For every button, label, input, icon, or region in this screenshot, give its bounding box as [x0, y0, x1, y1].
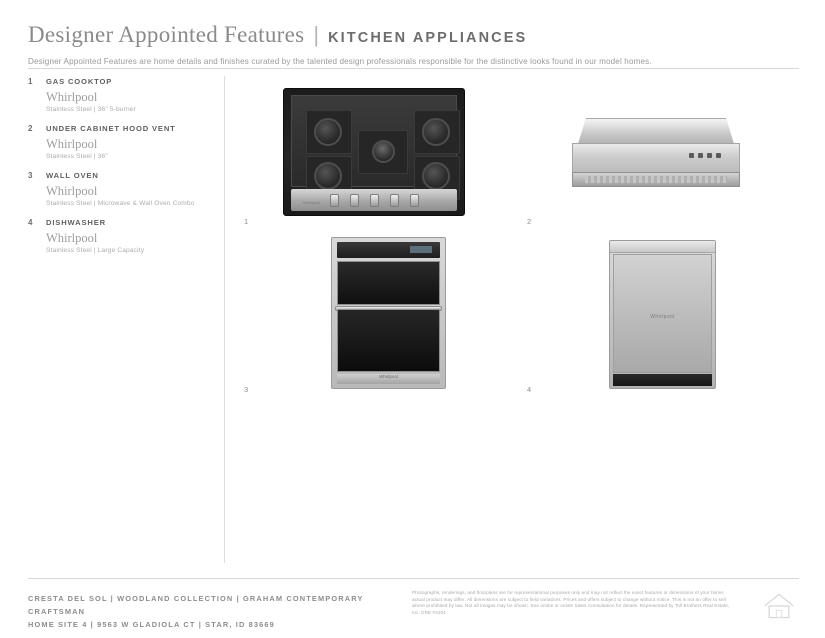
column-divider	[224, 76, 225, 563]
knob-icon	[390, 194, 399, 207]
button-icon	[689, 153, 694, 158]
wall-oven-image	[331, 237, 446, 389]
spec-detail: Stainless Steel | Microwave & Wall Oven Combo	[46, 200, 195, 207]
spec-name: GAS COOKTOP	[46, 77, 113, 86]
dishwasher-kickplate	[613, 374, 712, 386]
oven-display	[410, 246, 432, 253]
spec-number: 1	[28, 77, 33, 86]
burner-icon	[314, 118, 342, 146]
page-subtitle: Designer Appointed Features are home details and finishes curated by the talented design professionals responsible for the distinctive looks found in our model homes.	[28, 57, 652, 66]
spec-detail: Stainless Steel | 36" 5-burner	[46, 106, 136, 113]
title-separator: |	[313, 22, 320, 47]
oven-base	[337, 374, 440, 384]
dishwasher-body	[609, 240, 716, 389]
header-divider	[28, 68, 799, 69]
brand-mark: Whirlpool	[303, 200, 320, 205]
button-icon	[716, 153, 721, 158]
dishwasher-top-panel	[610, 241, 715, 253]
spec-brand: Whirlpool	[46, 184, 98, 198]
dishwasher-door	[613, 254, 712, 373]
knob-icon	[410, 194, 419, 207]
hood-chimney	[578, 118, 734, 144]
gas-cooktop-image	[283, 88, 465, 216]
microwave-door	[337, 261, 440, 305]
oven-body	[331, 237, 446, 389]
footer-community-info	[28, 592, 408, 631]
spec-name: UNDER CABINET HOOD VENT	[46, 124, 176, 133]
spec-number: 2	[28, 124, 33, 133]
hood-canopy	[572, 143, 740, 173]
knob-icon	[350, 194, 359, 207]
knob-icon	[370, 194, 379, 207]
list-item	[28, 76, 208, 113]
title-subsection: KITCHEN APPLIANCES	[328, 30, 528, 46]
spec-number: 3	[28, 171, 33, 180]
oven-control-panel	[337, 242, 440, 258]
image-number-1: 1	[244, 217, 249, 226]
burner-icon	[314, 162, 342, 190]
footer-divider	[28, 578, 799, 579]
burner-icon	[422, 118, 450, 146]
brand-mark: Whirlpool	[379, 374, 398, 379]
button-icon	[707, 153, 712, 158]
knob-icon	[330, 194, 339, 207]
cooktop-body	[283, 88, 465, 216]
spec-name: DISHWASHER	[46, 218, 106, 227]
footer-line-2: HOME SITE 4 | 9563 W GLADIOLA CT | STAR, ID 83669	[28, 620, 275, 629]
spec-list	[28, 76, 208, 264]
footer-disclaimer: Photographs, renderings, and floorplans are for representational purposes only and may not reflect the exact features or dimensions of your home; actual product may differ. All dimensions are subject to field variations. Prices and offers subject to change without notice. This is not an offer to sell where prohibited by law. Not all images may be shown. See online or onsite Sales Consultation for details. Represented by Toll Brothers Real Estate, Inc. DRE #3104	[412, 590, 730, 615]
brand-mark: Whirlpool	[650, 313, 675, 320]
spec-brand: Whirlpool	[46, 137, 98, 151]
hood-vent-image	[572, 118, 740, 190]
page-title	[28, 22, 798, 48]
spec-brand: Whirlpool	[46, 90, 98, 104]
spec-name: WALL OVEN	[46, 171, 99, 180]
list-item	[28, 217, 208, 254]
oven-door	[337, 309, 440, 372]
spec-detail: Stainless Steel | Large Capacity	[46, 247, 145, 254]
spec-brand: Whirlpool	[46, 231, 98, 245]
hood-controls	[689, 153, 721, 158]
dishwasher-image	[609, 240, 716, 389]
hood-base	[572, 172, 740, 187]
page-header	[28, 22, 798, 66]
cooktop-control-bar	[291, 189, 457, 211]
hood-filter	[585, 176, 727, 183]
list-item	[28, 123, 208, 160]
cooktop-surface	[291, 95, 457, 187]
builder-logo-icon	[761, 588, 797, 622]
spec-number: 4	[28, 218, 33, 227]
list-item	[28, 170, 208, 207]
image-number-3: 3	[244, 385, 249, 394]
button-icon	[698, 153, 703, 158]
title-main: Designer Appointed Features	[28, 22, 305, 47]
footer-line-1: CRESTA DEL SOL | WOODLAND COLLECTION | GRAHAM CONTEMPORARY CRAFTSMAN	[28, 594, 364, 616]
image-number-2: 2	[527, 217, 532, 226]
burner-icon	[372, 140, 395, 163]
burner-icon	[422, 162, 450, 190]
spec-detail: Stainless Steel | 36"	[46, 153, 108, 160]
image-number-4: 4	[527, 385, 532, 394]
